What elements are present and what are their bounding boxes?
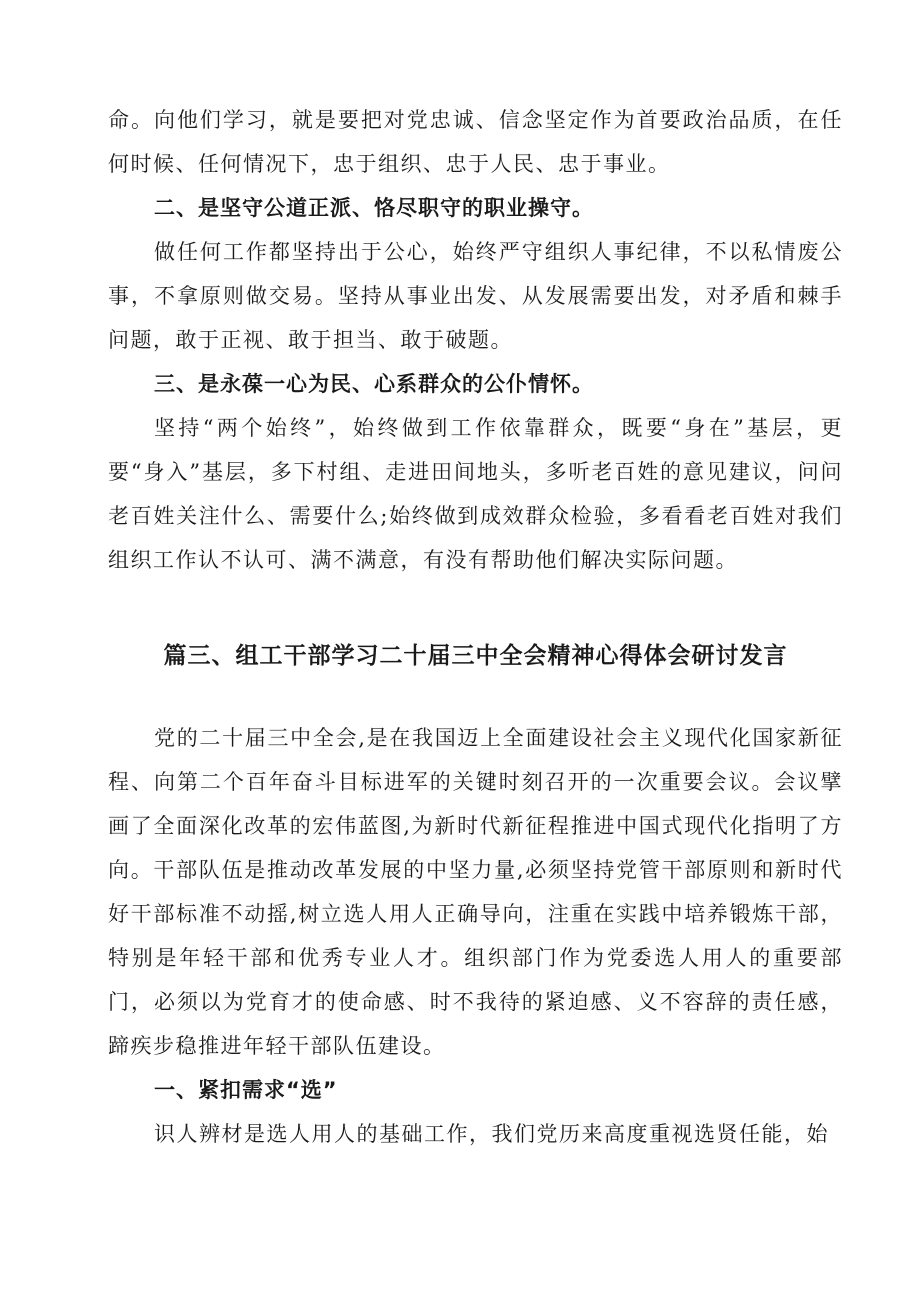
- subheading-3: 三、是永葆一心为民、心系群众的公仆情怀。: [154, 372, 594, 396]
- section-title: 篇三、组工干部学习二十届三中全会精神心得体会研讨发言: [163, 643, 788, 669]
- paragraph-4: 党的二十届三中全会,是在我国迈上全面建设社会主义现代化国家新征程、向第二个百年奋斗目标进军的关键时刻召开的一次重要会议。会议擘画了全面深化改革的宏伟蓝图,为新时代新征程推进中国式现代化指明了方向。干部队伍是推动改革发展的中坚力量,必须坚持党管干部原则和新时代好干部标准不动摇,树立选人用人正确导向，注重在实践中培养锻炼干部，特别是年轻干部和优秀专业人才。组织部门作为党委选人用人的重要部门，必须以为党育才的使命感、时不我待的紧迫感、义不容辞的责任感，蹄疾步稳推进年轻干部队伍建设。: [108, 726, 843, 1058]
- paragraph-3: 坚持“两个始终”，始终做到工作依靠群众，既要“身在”基层，更要“身入”基层，多下村组、走进田间地头，多听老百姓的意见建议，问问老百姓关注什么、需要什么;始终做到成效群众检验，多看看老百姓对我们组织工作认不认可、满不满意，有没有帮助他们解决实际问题。: [108, 416, 843, 572]
- document-body: [108, 98, 843, 1156]
- subheading-2: 二、是坚守公道正派、恪尽职守的职业操守。: [154, 196, 594, 220]
- subheading-1: 一、紧扣需求“选”: [154, 1078, 338, 1102]
- paragraph-continuation: 命。向他们学习，就是要把对党忠诚、信念坚定作为首要政治品质，在任何时候、任何情况下，忠于组织、忠于人民、忠于事业。: [108, 108, 843, 176]
- paragraph-5: 识人辨材是选人用人的基础工作，我们党历来高度重视选贤任能，始: [154, 1122, 829, 1146]
- paragraph-2: 做任何工作都坚持出于公心，始终严守组织人事纪律，不以私情废公事，不拿原则做交易。坚持从事业出发、从发展需要出发，对矛盾和棘手问题，敢于正视、敢于担当、敢于破题。: [108, 240, 843, 352]
